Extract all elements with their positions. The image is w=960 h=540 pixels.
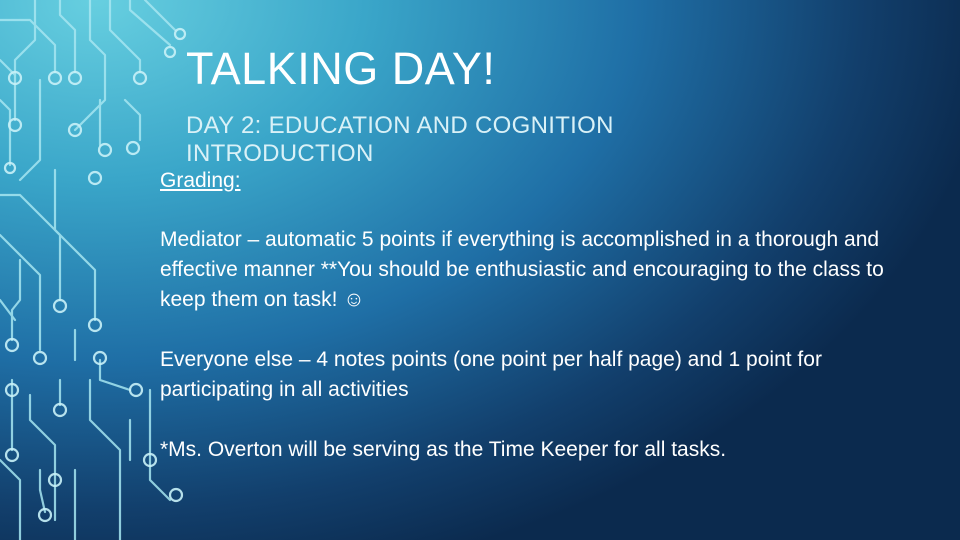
subtitle-line-2: INTRODUCTION [186,140,374,167]
subtitle-line-1: DAY 2: EDUCATION AND COGNITION [186,112,614,139]
slide-title: TALKING DAY! [186,43,496,94]
mediator-paragraph: Mediator – automatic 5 points if everything is accomplished in a thorough and effective manner **You should be enthusiastic and encouraging to the class to keep them on task! ☺ [160,228,884,311]
slide-subtitle [186,112,746,168]
grading-heading: Grading: [160,169,241,192]
everyone-else-paragraph: Everyone else – 4 notes points (one point per half page) and 1 point for participating in all activities [160,348,822,401]
time-keeper-paragraph: *Ms. Overton will be serving as the Time Keeper for all tasks. [160,438,727,461]
